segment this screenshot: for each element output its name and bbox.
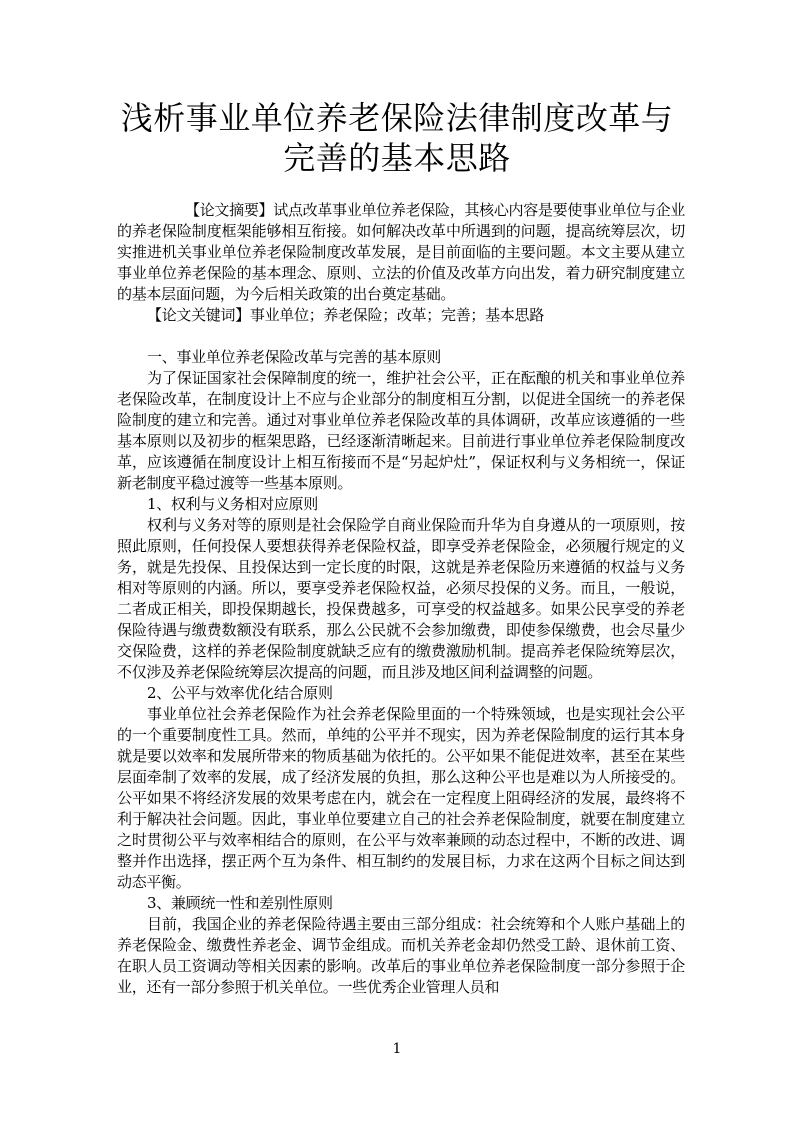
subsection-heading-2: 2、公平与效率优化结合原则 <box>147 684 333 702</box>
subsection-paragraph-3: 目前，我国企业的养老保险待遇主要由三部分组成：社会统筹和个人账户基础上的养老保险金、缴费性养老金、调节金组成。而机关养老金却仍然受工龄、退休前工资、在职人员工资调动等相关因素的影响。改革后的事业单位养老保险制度一部分参照于企业，还有一部分参照于机关单位。一些优秀企业管理人员和 <box>117 915 685 996</box>
title-line-1: 浅析事业单位养老保险法律制度改革与 <box>120 99 674 137</box>
subsection-heading-3: 3、兼顾统一性和差别性原则 <box>147 894 333 912</box>
page-number: 1 <box>392 1041 402 1057</box>
subsection-paragraph-2: 事业单位社会养老保险作为社会养老保险里面的一个特殊领域，也是实现社会公平的一个重要制度性工具。然而，单纯的公平并不现实，因为养老保险制度的运行其本身就是要以效率和发展所带来的物质基础为依托的。公平如果不能促进效率，甚至在某些层面牵制了效率的发展，成了经济发展的负担，那么这种公平也是难以为人所接受的。公平如果不将经济发展的效果考虑在内，就会在一定程度上阻碍经济的发展，最终将不利于解决社会问题。因此，事业单位要建立自己的社会养老保险制度，就要在制度建立之时贯彻公平与效率相结合的原则，在公平与效率兼顾的动态过程中，不断的改进、调整并作出选择，摆正两个互为条件、相互制约的发展目标，力求在这两个目标之间达到动态平衡。 <box>117 705 685 891</box>
subsection-paragraph-1: 权利与义务对等的原则是社会保险学自商业保险而升华为自身遵从的一项原则，按照此原则，任何投保人要想获得养老保险权益，即享受养老保险金，必须履行规定的义务，就是先投保、且投保达到一定长度的时限，这就是养老保险历来遵循的权益与义务相对等原则的内涵。所以，要享受养老保险权益，必须尽投保的义务。而且，一般说，二者成正相关，即投保期越长，投保费越多，可享受的权益越多。如果公民享受的养老保险待遇与缴费数额没有联系，那么公民就不会参加缴费，即使参保缴费，也会尽量少交保险费，这样的养老保险制度就缺乏应有的缴费激励机制。提高养老保险统筹层次，不仅涉及养老保险统筹层次提高的问题，而且涉及地区间利益调整的问题。 <box>117 516 685 681</box>
section-heading: 一、事业单位养老保险改革与完善的基本原则 <box>147 348 442 366</box>
subsection-heading-1: 1、权利与义务相对应原则 <box>147 495 318 513</box>
document-body <box>117 200 685 998</box>
section-intro-paragraph: 为了保证国家社会保障制度的统一，维护社会公平，正在酝酿的机关和事业单位养老保险改革，在制度设计上不应与企业部分的制度相互分割，以促进全国统一的养老保险制度的建立和完善。通过对事业单位养老保险改革的具体调研，改革应该遵循的一些基本原则以及初步的框架思路，已经逐渐清晰起来。目前进行事业单位养老保险制度改革，应该遵循在制度设计上相互衔接而不是“另起炉灶”，保证权利与义务相统一，保证新老制度平稳过渡等一些基本原则。 <box>117 369 685 492</box>
document-title <box>100 98 694 178</box>
abstract-paragraph: 【论文摘要】试点改革事业单位养老保险，其核心内容是要使事业单位与企业的养老保险制度框架能够相互衔接。如何解决改革中所遇到的问题，提高统筹层次，切实推进机关事业单位养老保险制度改革发展，是目前面临的主要问题。本文主要从建立事业单位养老保险的基本理念、原则、立法的价值及改革方向出发，着力研究制度建立的基本层面问题，为今后相关政策的出台奠定基础。 <box>117 201 685 303</box>
keywords-paragraph: 【论文关键词】事业单位；养老保险；改革；完善；基本思路 <box>147 306 544 324</box>
title-line-2: 完善的基本思路 <box>283 139 511 177</box>
